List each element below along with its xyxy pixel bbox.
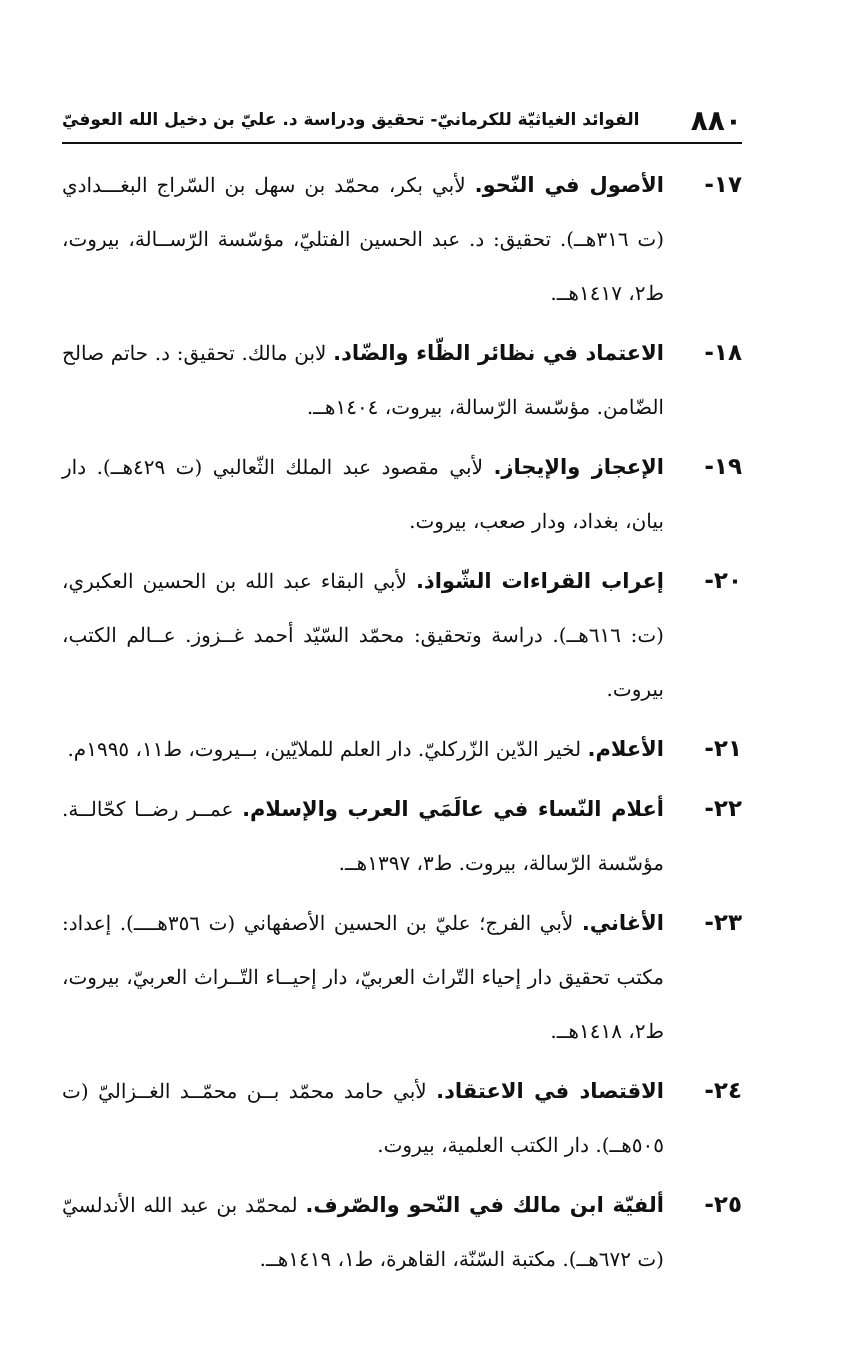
bibliography-entry — [62, 896, 742, 1058]
entry-text: لمحمّد بن عبد الله الأندلسيّ (ت ٦٧٢هــ). مكتبة السّنّة، القاهرة، ط١، ١٤١٩هــ. — [62, 1193, 664, 1271]
entry-body — [62, 158, 664, 320]
entry-title: ألفيّة ابن مالك في النّحو والصّرف. — [305, 1193, 664, 1217]
entry-title: أعلام النّساء في عالَمَي العرب والإسلام. — [242, 797, 664, 821]
entry-text: عمــر رضــا كحّالــة. مؤسّسة الرّسالة، بيروت. ط٣، ١٣٩٧هــ. — [62, 797, 664, 875]
bibliography-list — [62, 158, 742, 1292]
bibliography-entry — [62, 440, 742, 548]
entry-title: الاعتماد في نظائر الظّاء والضّاد. — [333, 341, 664, 365]
entry-number: ٢٠- — [704, 568, 742, 594]
running-title: الفوائد الغياثيّة للكرمانيّ- تحقيق ودراسة د. عليّ بن دخيل الله العوفيّ — [62, 110, 640, 130]
entry-body — [62, 896, 664, 1058]
bibliography-entry — [62, 722, 742, 776]
entry-body — [62, 554, 664, 716]
entry-number: ٢٣- — [704, 910, 742, 936]
entry-number: ٢٥- — [704, 1192, 742, 1218]
entry-number: ٢٢- — [704, 796, 742, 822]
entry-title: الإعجاز والإيجاز. — [493, 455, 664, 479]
bibliography-entry — [62, 782, 742, 890]
entry-body — [62, 326, 664, 434]
header-rule — [62, 142, 742, 144]
bibliography-entry — [62, 554, 742, 716]
page-header — [62, 100, 742, 140]
entry-title: الاقتصاد في الاعتقاد. — [436, 1079, 665, 1103]
entry-body — [62, 1064, 664, 1172]
entry-text: لأبي حامد محمّد بــن محمّــد الغــزاليّ (ت ٥٠٥هــ). دار الكتب العلمية، بيروت. — [62, 1079, 664, 1157]
entry-title: الأعلام. — [587, 737, 664, 761]
entry-number: ٢٤- — [704, 1078, 742, 1104]
entry-title: الأصول في النّحو. — [474, 173, 664, 197]
entry-text: لابن مالك. تحقيق: د. حاتم صالح الضّامن. مؤسّسة الرّسالة، بيروت، ١٤٠٤هــ. — [62, 341, 664, 419]
entry-body — [62, 782, 664, 890]
entry-body — [62, 722, 664, 776]
entry-text: لأبي مقصود عبد الملك الثّعالبي (ت ٤٢٩هــ). دار بيان، بغداد، ودار صعب، بيروت. — [62, 455, 664, 533]
bibliography-entry — [62, 1178, 742, 1286]
entry-title: إعراب القراءات الشّواذ. — [415, 569, 664, 593]
bibliography-entry — [62, 1064, 742, 1172]
entry-number: ١٧- — [704, 172, 742, 198]
entry-title: الأغاني. — [581, 911, 664, 935]
entry-body — [62, 1178, 664, 1286]
entry-number: ١٨- — [704, 340, 742, 366]
page-number: ٨٨٠ — [690, 103, 742, 137]
entry-number: ٢١- — [704, 736, 742, 762]
entry-text: لخير الدّين الزّركليّ. دار العلم للملايّين، بــيروت، ط١١، ١٩٩٥م. — [67, 737, 588, 761]
bibliography-entry — [62, 158, 742, 320]
bibliography-entry — [62, 326, 742, 434]
entry-number: ١٩- — [704, 454, 742, 480]
entry-text: لأبي البقاء عبد الله بن الحسين العكبري، (ت: ٦١٦هــ). دراسة وتحقيق: محمّد السّيّد أحمد غــزوز. عــالم الكتب، بيروت. — [62, 569, 664, 701]
entry-text: لأبي الفرج؛ عليّ بن الحسين الأصفهاني (ت ٣٥٦هــــ). إعداد: مكتب تحقيق دار إحياء التّراث العربيّ، دار إحيــاء التّــراث العربيّ، بيروت، ط٢، ١٤١٨هــ. — [62, 911, 664, 1043]
entry-body — [62, 440, 664, 548]
entry-text: لأبي بكر، محمّد بن سهل بن السّراج البغـــدادي (ت ٣١٦هــ). تحقيق: د. عبد الحسين الفتليّ، مؤسّسة الرّســالة، بيروت، ط٢، ١٤١٧هــ. — [62, 173, 664, 305]
